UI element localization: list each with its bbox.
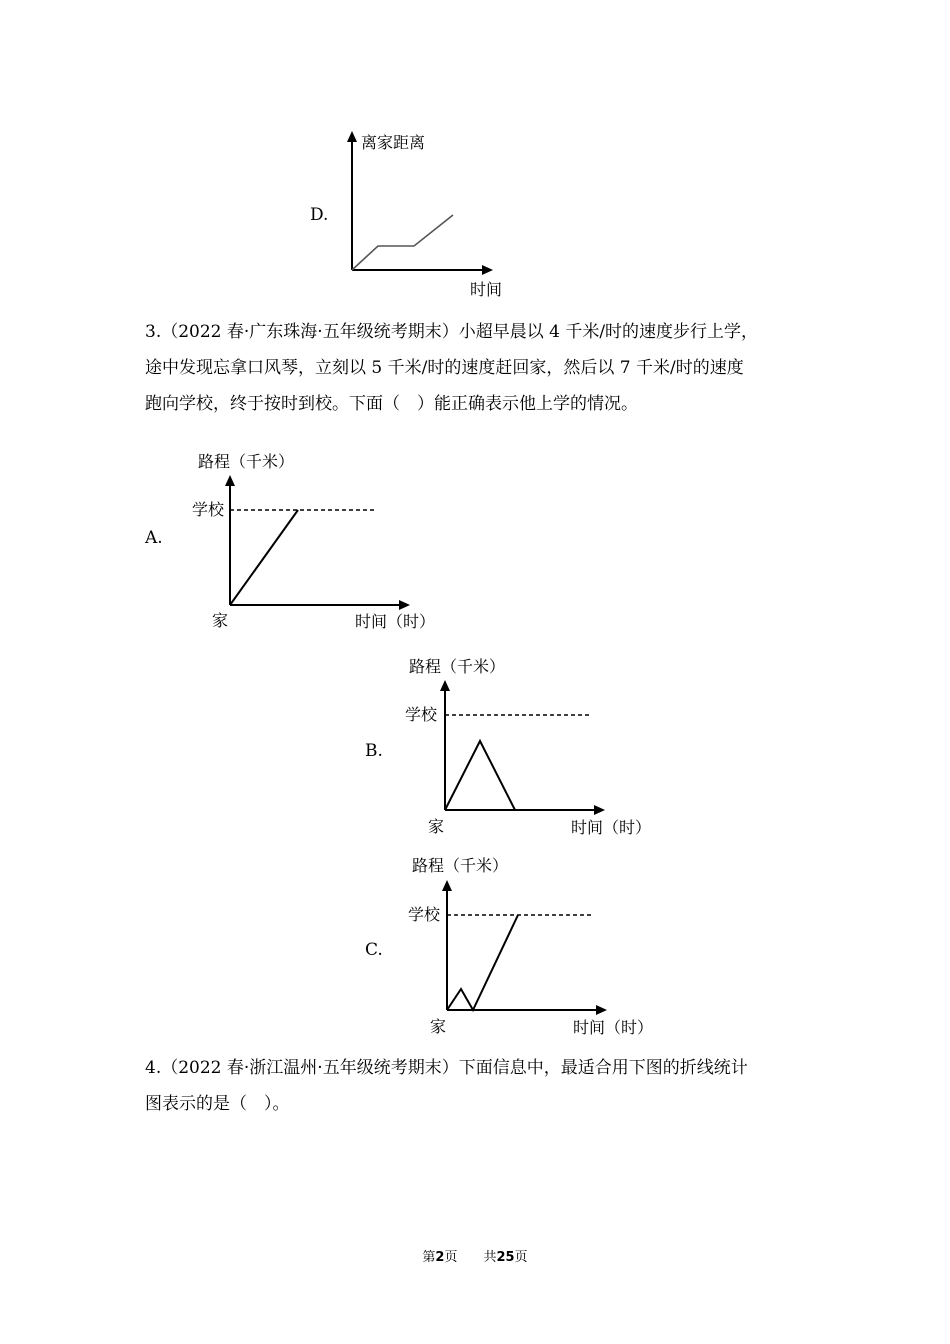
option-b-line (445, 741, 515, 810)
option-b-graph (395, 650, 665, 845)
option-a-y-label: 路程（千米） (198, 452, 295, 471)
option-b-y-arrow (440, 680, 450, 691)
option-c-label: C. (365, 940, 383, 960)
footer-total-pages: 25 (496, 1250, 515, 1265)
option-d-label: D. (310, 205, 329, 225)
option-a-school-label: 学校 (192, 500, 225, 519)
option-d-y-label: 离家距离 (361, 133, 426, 152)
question-3-line-2: 途中发现忘拿口风琴，立刻以 5 千米/时的速度赶回家，然后以 7 千米/时的速度 (145, 358, 744, 378)
question-3 (145, 314, 810, 422)
option-b-label: B. (365, 741, 383, 761)
option-b-x-arrow (594, 805, 605, 815)
option-a-home-label: 家 (212, 611, 229, 630)
option-c-school-label: 学校 (408, 905, 441, 924)
option-b-y-label: 路程（千米） (409, 657, 506, 676)
question-3-line-3: 跑向学校，终于按时到校。下面（ ）能正确表示他上学的情况。 (145, 394, 638, 414)
option-c-y-label: 路程（千米） (412, 856, 509, 875)
question-4-line-1: 4.（2022 春·浙江温州·五年级统考期末）下面信息中，最适合用下图的折线统计 (145, 1058, 748, 1078)
option-a-line (230, 510, 298, 605)
option-c-x-label: 时间（时） (573, 1018, 654, 1037)
option-c-x-arrow (596, 1005, 607, 1015)
option-a-x-arrow (399, 600, 410, 610)
question-3-line-1: 3.（2022 春·广东珠海·五年级统考期末）小超早晨以 4 千米/时的速度步行上学， (145, 322, 759, 342)
footer-prefix: 第 (422, 1250, 436, 1265)
option-a-x-label: 时间（时） (355, 612, 436, 631)
option-d-x-arrow (482, 265, 493, 275)
option-d-y-arrow (347, 131, 357, 142)
page-footer (0, 1246, 950, 1265)
option-a-graph (180, 445, 450, 635)
option-c-home-label: 家 (430, 1017, 447, 1036)
footer-page-number: 2 (435, 1250, 445, 1265)
option-d-line (352, 215, 453, 270)
option-d-x-label: 时间 (470, 280, 503, 299)
option-b-school-label: 学校 (405, 705, 438, 724)
option-d-graph (330, 125, 520, 305)
question-4 (145, 1050, 810, 1122)
option-c-line (447, 915, 518, 1010)
option-a-label: A. (145, 528, 163, 548)
question-4-line-2: 图表示的是（ ）。 (145, 1094, 290, 1114)
option-c-graph (397, 850, 667, 1040)
option-b-home-label: 家 (428, 817, 445, 836)
option-b-x-label: 时间（时） (571, 818, 652, 837)
footer-mid: 页 共 (444, 1250, 497, 1265)
footer-suffix: 页 (514, 1250, 528, 1265)
option-c-y-arrow (442, 880, 452, 891)
option-a-y-arrow (225, 475, 235, 486)
